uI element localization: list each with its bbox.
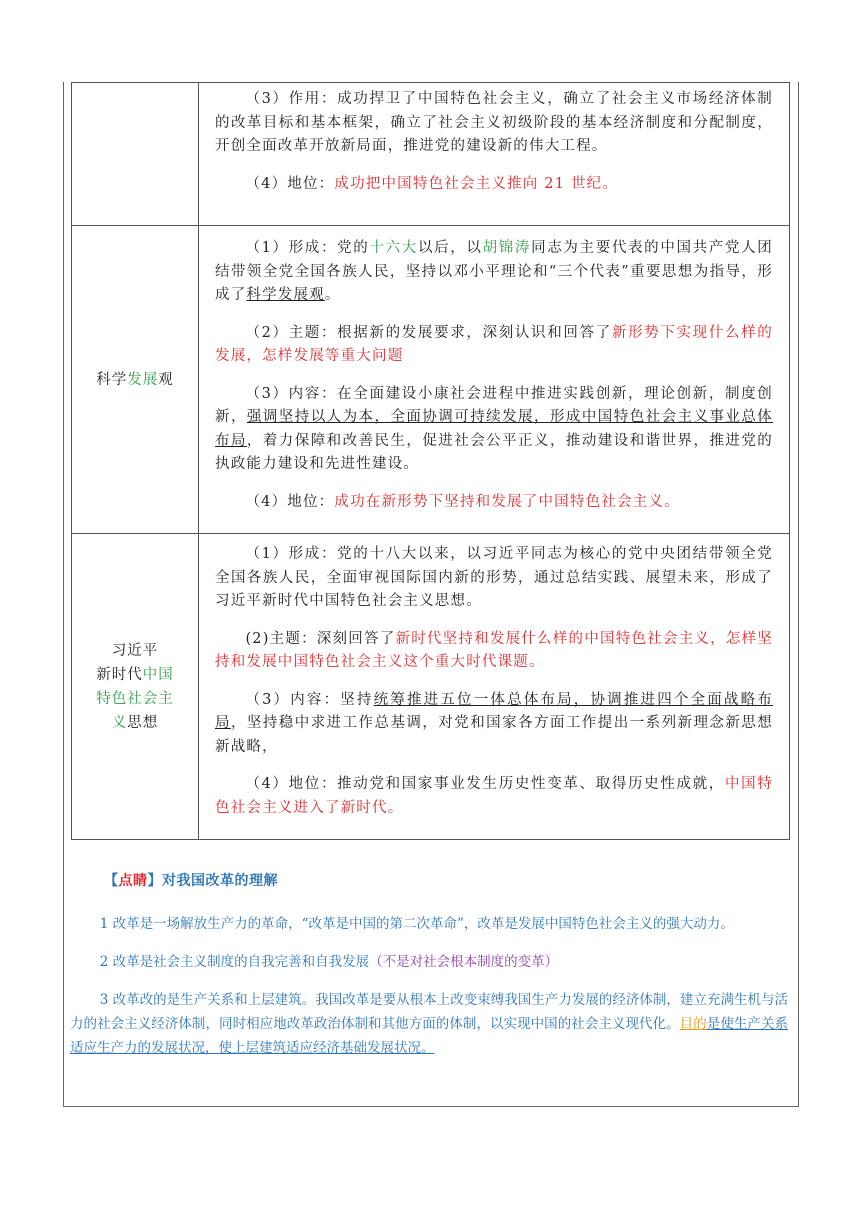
text-run: 强调坚持以人为本，全面协调可持续发展，形成中国特色社会主义事业总体布局	[215, 409, 773, 449]
row-content	[199, 83, 790, 226]
paragraph	[215, 322, 773, 369]
section-heading: 【点睛】对我国改革的理解	[104, 873, 278, 889]
text-run: 胡锦涛	[482, 240, 532, 256]
text-run: 特色社会主	[96, 690, 174, 707]
table-row	[72, 534, 790, 840]
text-run: 义	[111, 714, 128, 731]
paragraph	[215, 543, 773, 614]
text-run: （2）主题：根据新的发展要求，深刻认识和回答了	[245, 324, 612, 341]
text-run: ，坚持稳中求进工作总基调，对党和国家各方面工作提出一系列新理念新思想新战略，	[215, 715, 773, 755]
text-run: 习近平	[111, 642, 159, 659]
paragraph	[215, 491, 773, 515]
paragraph	[215, 383, 773, 477]
text-run: （4）地位：	[245, 175, 335, 192]
paragraph	[215, 773, 773, 820]
text-run: 新时代	[96, 666, 143, 683]
paragraph	[215, 237, 773, 308]
text-run: 中国	[142, 666, 174, 683]
text-run: 同志为主要代表的中国共产党人团结带领全党全国各族人民，坚持以邓小平理论和“三个代表”重要思想为指导，形成了	[215, 240, 773, 303]
table-row	[72, 83, 790, 226]
text-run: (2)主题：深刻回答了	[245, 630, 396, 647]
text-run: 发	[127, 371, 143, 388]
key-points-section	[70, 870, 788, 1060]
text-run: 中国特色社会主义进入了新时代。	[215, 776, 773, 816]
text-run: 展	[142, 371, 159, 388]
text-run: 成功在新形势下坚持和发展了中国特色社会主义。	[334, 493, 680, 510]
text-run: 十六大	[369, 240, 418, 256]
point-1	[70, 912, 788, 936]
text-run: 。	[324, 287, 341, 303]
text-run: 成功把中国特色社会主义推向 21 世纪。	[334, 175, 619, 192]
text-run: 是使生产关系适应生产力的发展状况，使上层建筑适应经济基础发展状况。	[70, 1016, 789, 1056]
text-run: 以后，以	[417, 240, 483, 256]
paragraph	[215, 689, 773, 760]
text-run: （不是对社会根本制度的变革）	[369, 954, 559, 970]
row-label	[72, 83, 199, 226]
row-label	[72, 226, 199, 534]
text-run: 1 改革是一场解放生产力的革命，“改革是中国的第二次革命”，改革是发展中国特色社会主义的强大动力。	[99, 916, 734, 932]
text-run: （3）内容：在全面建设小康社会进程中推进实践创新，理论创新，制度创新，	[215, 385, 773, 425]
text-run: 观	[158, 371, 174, 388]
text-run: 2 改革是社会主义制度的自我完善和自我发展	[99, 954, 370, 970]
text-run: （3）作用：成功捍卫了中国特色社会主义，确立了社会主义市场经济体制的改革目标和基本框架，确立了社会主义初级阶段的基本经济制度和分配制度，开创全面改革开放新局面，推进党的建设新的伟大工程。	[215, 91, 773, 154]
text-run: 思想	[127, 714, 159, 731]
text-run: （1）形成：党的十八大以来，以习近平同志为核心的党中央团结带领全党全国各族人民，全面审视国际国内新的形势，通过总结实践、展望未来，形成了习近平新时代中国特色社会主义思想。	[215, 546, 773, 609]
paragraph	[215, 173, 773, 197]
paragraph	[215, 88, 773, 159]
row-content	[199, 534, 790, 840]
row-content	[199, 226, 790, 534]
theory-table	[71, 82, 790, 840]
text-run: 新时代坚持和发展什么样的中国特色社会主义，怎样坚持和发展中国特色社会主义这个重大时代课题。	[215, 630, 773, 670]
table-row	[72, 226, 790, 534]
text-run: 新形势下实现什么样的发展，怎样发展等重大问题	[215, 324, 774, 364]
text-run: 科学发展观	[246, 287, 325, 303]
point-2	[70, 950, 788, 974]
row-label	[72, 534, 199, 840]
text-run: （3）内容：坚持	[245, 691, 374, 708]
text-run: ，着力保障和改善民生，促进社会公平正义，推动建设和谐世界，推进党的执政能力建设和先进性建设。	[215, 432, 773, 472]
point-3	[70, 988, 788, 1060]
paragraph	[215, 628, 773, 675]
text-run: 目的	[679, 1016, 707, 1032]
text-run: 统筹推进五位一体总体布局，协调推进四个全面战略布局	[215, 691, 773, 731]
text-run: （1）形成：党的	[245, 240, 370, 256]
text-run: （4）地位：推动党和国家事业发生历史性变革、取得历史性成就，	[245, 776, 725, 792]
text-run: 3 改革改的是生产关系和上层建筑。我国改革是要从根本上改变束缚我国生产力发展的经济体制，建立充满生机与活力的社会主义经济体制，同时相应地改革政治体制和其他方面的体制，以实现中国的社会主义现代化。	[70, 992, 788, 1032]
text-run: （4）地位：	[245, 493, 335, 510]
text-run: 科学	[96, 371, 128, 388]
